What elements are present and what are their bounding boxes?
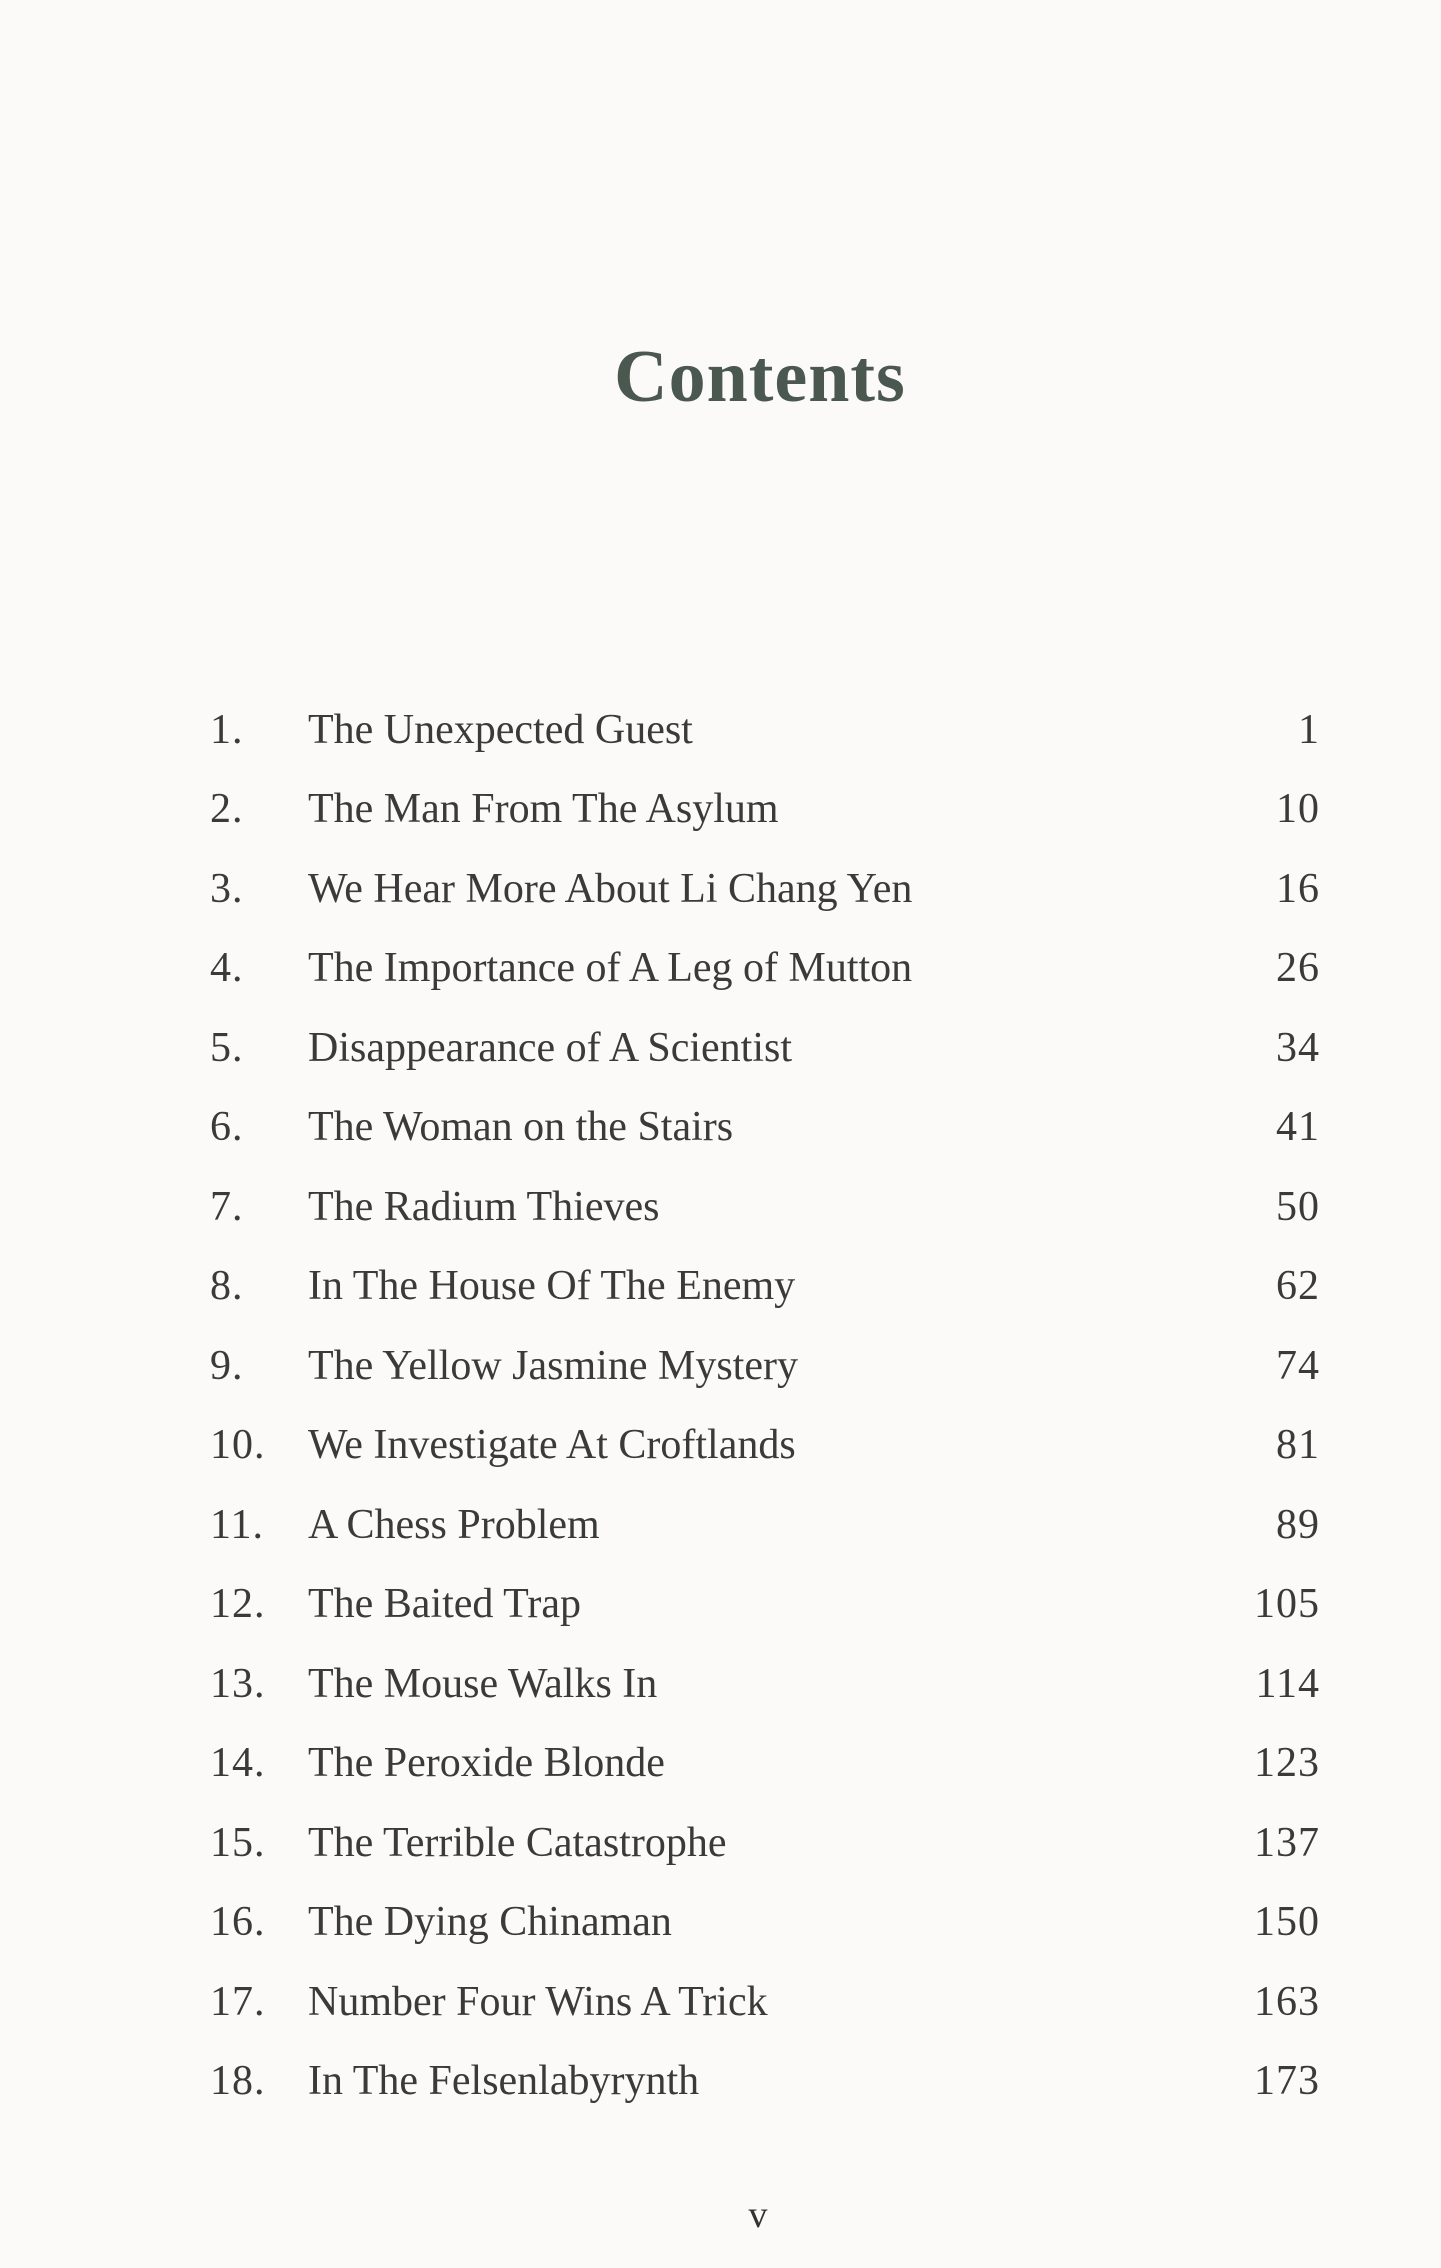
chapter-page-number: 34 (1276, 1024, 1320, 1071)
toc-entry (210, 849, 1320, 929)
chapter-number: 6. (210, 1104, 244, 1151)
toc-entry (210, 1247, 1320, 1327)
toc-entry (210, 1406, 1320, 1486)
chapter-title: A Chess Problem (308, 1501, 600, 1548)
chapter-title: The Terrible Catastrophe (308, 1819, 727, 1866)
toc-entry (210, 1803, 1320, 1883)
chapter-title: The Man From The Asylum (308, 786, 779, 833)
chapter-page-number: 114 (1255, 1660, 1320, 1707)
toc-entry (210, 1883, 1320, 1963)
chapter-number: 1. (210, 706, 244, 753)
chapter-title: The Peroxide Blonde (308, 1740, 665, 1787)
toc-entry (210, 1088, 1320, 1168)
toc-entry (210, 1565, 1320, 1645)
chapter-page-number: 81 (1276, 1422, 1320, 1469)
chapter-number: 15. (210, 1819, 266, 1866)
toc-entry (210, 1644, 1320, 1724)
chapter-title: Disappearance of A Scientist (308, 1024, 793, 1071)
table-of-contents (210, 690, 1320, 2121)
chapter-title: The Woman on the Stairs (308, 1104, 734, 1151)
chapter-number: 9. (210, 1342, 244, 1389)
toc-entry (210, 1008, 1320, 1088)
chapter-page-number: 16 (1276, 865, 1320, 912)
chapter-page-number: 150 (1254, 1899, 1320, 1946)
chapter-number: 12. (210, 1581, 266, 1628)
chapter-page-number: 10 (1276, 786, 1320, 833)
chapter-number: 11. (210, 1501, 264, 1548)
chapter-page-number: 1 (1298, 706, 1320, 753)
chapter-page-number: 74 (1276, 1342, 1320, 1389)
chapter-number: 10. (210, 1422, 266, 1469)
page-folio: v (748, 2194, 768, 2236)
toc-entry (210, 929, 1320, 1009)
chapter-page-number: 123 (1254, 1740, 1320, 1787)
chapter-page-number: 26 (1276, 945, 1320, 992)
chapter-number: 13. (210, 1660, 266, 1707)
toc-entry (210, 1167, 1320, 1247)
chapter-title: The Importance of A Leg of Mutton (308, 945, 913, 992)
chapter-number: 17. (210, 1978, 266, 2025)
chapter-title: The Unexpected Guest (308, 706, 693, 753)
toc-entry (210, 770, 1320, 850)
chapter-title: In The House Of The Enemy (308, 1263, 796, 1310)
chapter-title: In The Felsenlabyrynth (308, 2058, 700, 2105)
chapter-number: 14. (210, 1740, 266, 1787)
chapter-page-number: 62 (1276, 1263, 1320, 1310)
chapter-title: We Hear More About Li Chang Yen (308, 865, 913, 912)
toc-entry (210, 1962, 1320, 2042)
chapter-title: The Dying Chinaman (308, 1899, 672, 1946)
toc-entry (210, 690, 1320, 770)
chapter-number: 2. (210, 786, 244, 833)
chapter-title: The Radium Thieves (308, 1183, 660, 1230)
chapter-page-number: 163 (1254, 1978, 1320, 2025)
page-title: Contents (614, 336, 906, 418)
toc-entry (210, 1724, 1320, 1804)
chapter-number: 4. (210, 945, 244, 992)
chapter-page-number: 173 (1254, 2058, 1320, 2105)
chapter-page-number: 50 (1276, 1183, 1320, 1230)
chapter-title: The Yellow Jasmine Mystery (308, 1342, 798, 1389)
toc-entry (210, 2042, 1320, 2122)
chapter-page-number: 41 (1276, 1104, 1320, 1151)
chapter-title: The Mouse Walks In (308, 1660, 658, 1707)
chapter-number: 3. (210, 865, 244, 912)
chapter-number: 8. (210, 1263, 244, 1310)
chapter-page-number: 89 (1276, 1501, 1320, 1548)
chapter-page-number: 137 (1254, 1819, 1320, 1866)
chapter-number: 7. (210, 1183, 244, 1230)
chapter-page-number: 105 (1254, 1581, 1320, 1628)
chapter-title: The Baited Trap (308, 1581, 581, 1628)
toc-entry (210, 1485, 1320, 1565)
chapter-number: 5. (210, 1024, 244, 1071)
chapter-number: 18. (210, 2058, 266, 2105)
chapter-title: Number Four Wins A Trick (308, 1978, 768, 2025)
chapter-number: 16. (210, 1899, 266, 1946)
toc-entry (210, 1326, 1320, 1406)
chapter-title: We Investigate At Croftlands (308, 1422, 796, 1469)
